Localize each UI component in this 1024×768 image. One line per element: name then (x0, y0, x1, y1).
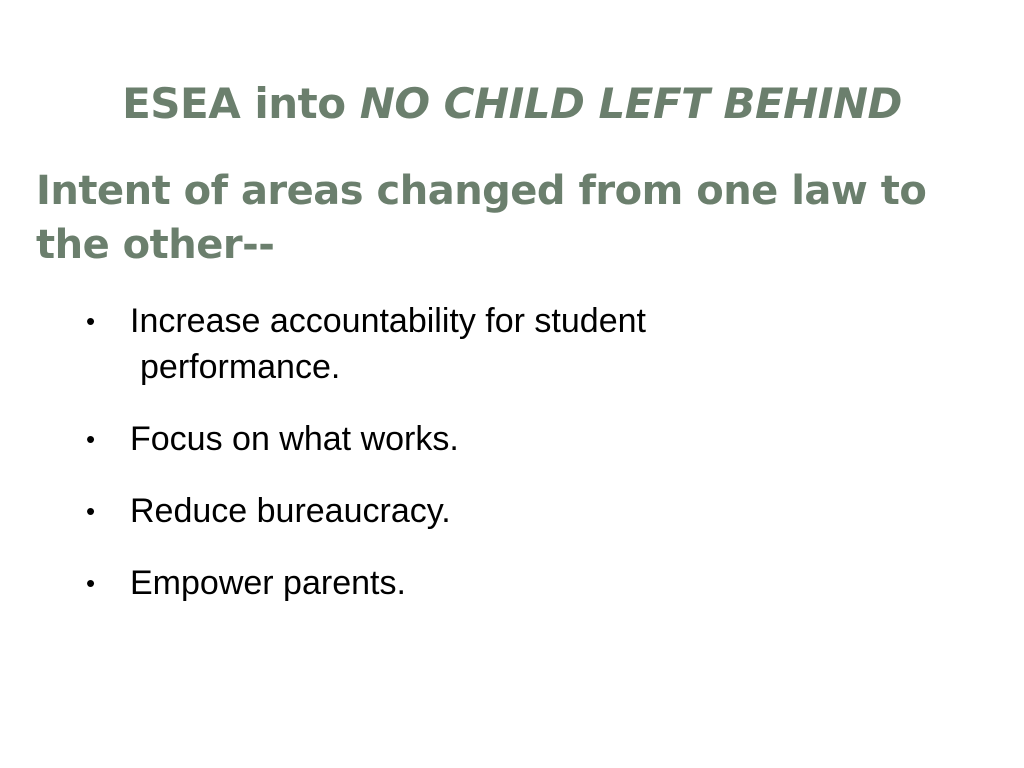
bullet-text-line-1: Increase accountability for student (130, 302, 646, 340)
title-plain-text: ESEA into (122, 79, 360, 128)
bullet-text: Focus on what works. (130, 420, 459, 458)
slide-subtitle: Intent of areas changed from one law to the other-- (36, 168, 927, 268)
bullet-icon: • (86, 424, 96, 454)
bullet-icon: • (86, 568, 96, 598)
bullet-item (86, 560, 786, 606)
bullet-item (86, 298, 786, 390)
title-italic-text: NO CHILD LEFT BEHIND (359, 79, 902, 128)
bullet-item (86, 488, 786, 534)
bullet-icon: • (86, 496, 96, 526)
bullet-item (86, 416, 786, 462)
bullet-list (86, 298, 786, 632)
bullet-text-line-2: performance. (140, 348, 341, 386)
bullet-text: Empower parents. (130, 564, 406, 602)
slide-title (0, 76, 1024, 132)
bullet-text: Reduce bureaucracy. (130, 492, 451, 530)
bullet-icon: • (86, 306, 96, 336)
